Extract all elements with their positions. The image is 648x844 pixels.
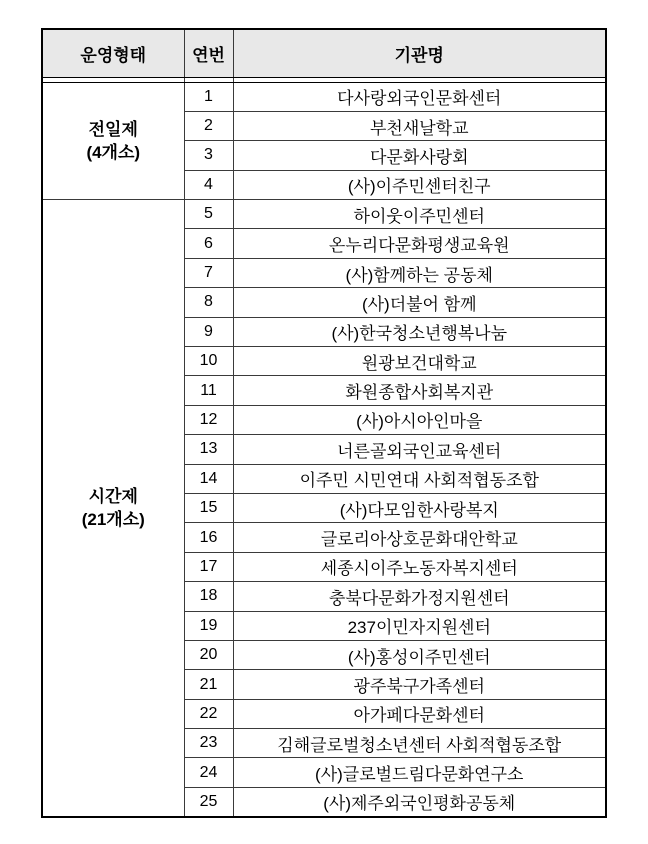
serial-number-cell: 21 xyxy=(184,670,233,699)
serial-number-cell: 18 xyxy=(184,582,233,611)
institution-name-cell: 글로리아상호문화대안학교 xyxy=(233,523,606,552)
group-label: 시간제 xyxy=(88,486,138,506)
serial-number-cell: 16 xyxy=(184,523,233,552)
serial-number-cell: 12 xyxy=(184,405,233,434)
institution-name-cell: 다사랑외국인문화센터 xyxy=(233,82,606,111)
column-header-serial-number: 연번 xyxy=(184,29,233,77)
serial-number-cell: 19 xyxy=(184,611,233,640)
serial-number-cell: 24 xyxy=(184,758,233,787)
institution-name-cell: 화원종합사회복지관 xyxy=(233,376,606,405)
institution-name-cell: 충북다문화가정지원센터 xyxy=(233,582,606,611)
serial-number-cell: 10 xyxy=(184,347,233,376)
serial-number-cell: 11 xyxy=(184,376,233,405)
serial-number-cell: 15 xyxy=(184,493,233,522)
serial-number-cell: 4 xyxy=(184,170,233,199)
institution-name-cell: (사)제주외국인평화공동체 xyxy=(233,787,606,816)
group-label: 전일제 xyxy=(88,119,138,139)
serial-number-cell: 14 xyxy=(184,464,233,493)
institution-name-cell: 원광보건대학교 xyxy=(233,347,606,376)
institution-name-cell: (사)함께하는 공동체 xyxy=(233,258,606,287)
serial-number-cell: 8 xyxy=(184,288,233,317)
institution-name-cell: 다문화사랑회 xyxy=(233,141,606,170)
serial-number-cell: 25 xyxy=(184,787,233,816)
serial-number-cell: 7 xyxy=(184,258,233,287)
institution-name-cell: 부천새날학교 xyxy=(233,111,606,140)
serial-number-cell: 13 xyxy=(184,435,233,464)
institution-name-cell: (사)다모임한사랑복지 xyxy=(233,493,606,522)
institution-name-cell: (사)더불어 함께 xyxy=(233,288,606,317)
institution-name-cell: (사)글로벌드림다문화연구소 xyxy=(233,758,606,787)
group-count-label: (4개소) xyxy=(86,142,141,162)
table-row xyxy=(42,200,606,229)
serial-number-cell: 1 xyxy=(184,82,233,111)
serial-number-cell: 17 xyxy=(184,552,233,581)
group-cell-part-time xyxy=(42,200,184,817)
institution-name-cell: 아가페다문화센터 xyxy=(233,699,606,728)
serial-number-cell: 20 xyxy=(184,640,233,669)
serial-number-cell: 23 xyxy=(184,729,233,758)
column-header-operation-type: 운영형태 xyxy=(42,29,184,77)
table-header-row xyxy=(42,29,606,77)
institution-name-cell: 세종시이주노동자복지센터 xyxy=(233,552,606,581)
serial-number-cell: 6 xyxy=(184,229,233,258)
group-count-label: (21개소) xyxy=(81,509,145,529)
group-cell-full-time xyxy=(42,82,184,200)
institution-name-cell: 이주민 시민연대 사회적협동조합 xyxy=(233,464,606,493)
serial-number-cell: 2 xyxy=(184,111,233,140)
institution-name-cell: 하이웃이주민센터 xyxy=(233,200,606,229)
institution-name-cell: (사)한국청소년행복나눔 xyxy=(233,317,606,346)
institution-name-cell: (사)홍성이주민센터 xyxy=(233,640,606,669)
institution-name-cell: 광주북구가족센터 xyxy=(233,670,606,699)
serial-number-cell: 9 xyxy=(184,317,233,346)
serial-number-cell: 22 xyxy=(184,699,233,728)
institution-name-cell: 온누리다문화평생교육원 xyxy=(233,229,606,258)
institution-name-cell: 너른골외국인교육센터 xyxy=(233,435,606,464)
institution-name-cell: (사)이주민센터친구 xyxy=(233,170,606,199)
serial-number-cell: 5 xyxy=(184,200,233,229)
column-header-institution-name: 기관명 xyxy=(233,29,606,77)
institution-name-cell: 김해글로벌청소년센터 사회적협동조합 xyxy=(233,729,606,758)
institution-name-cell: (사)아시아인마을 xyxy=(233,405,606,434)
institution-table xyxy=(41,28,607,818)
table-row xyxy=(42,82,606,111)
serial-number-cell: 3 xyxy=(184,141,233,170)
institution-name-cell: 237이민자지원센터 xyxy=(233,611,606,640)
